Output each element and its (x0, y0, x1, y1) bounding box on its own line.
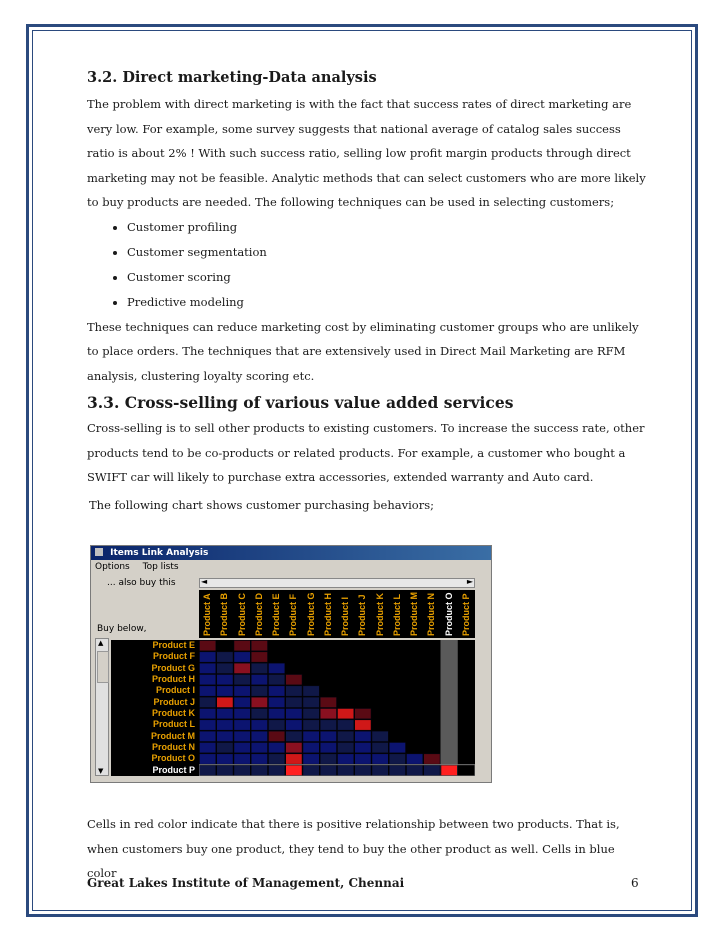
highlight-column-band (441, 640, 458, 776)
heatmap-cell (251, 731, 267, 741)
heatmap-cell (217, 731, 233, 741)
heatmap-cell (338, 765, 354, 775)
heatmap-cell (234, 709, 250, 719)
window-titlebar (91, 546, 491, 560)
heatmap-cell (355, 743, 371, 753)
row-label: Product I (155, 685, 195, 696)
column-header (426, 624, 436, 636)
heatmap-cell (269, 731, 285, 741)
heatmap-cell (355, 720, 371, 730)
heatmap-cell (320, 697, 336, 707)
section-3-3-paragraph-1: Cross-selling is to sell other products to existing customers. To increase the success rate, other products tend to be co-products or related products. For example, a customer who bought a SWIFT car will likely to purchase extra accessories, extended warranty and Auto card. (87, 421, 645, 484)
heatmap-cell (286, 675, 302, 685)
heatmap-cell (269, 754, 285, 764)
column-header (219, 624, 229, 636)
menubar (95, 561, 189, 573)
heatmap-cell (251, 720, 267, 730)
heatmap-cell (251, 765, 267, 775)
column-header (202, 624, 212, 636)
heatmap-cell (234, 641, 250, 651)
heatmap-cell (217, 697, 233, 707)
heatmap-cell (251, 697, 267, 707)
heatmap-cell (234, 675, 250, 685)
heatmap-cell (303, 754, 319, 764)
heatmap-cell (251, 686, 267, 696)
heatmap-cell (338, 709, 354, 719)
heatmap-cell (269, 663, 285, 673)
heatmap-cell (269, 720, 285, 730)
window-title: Items Link Analysis (110, 548, 209, 558)
heatmap-cell (251, 652, 267, 662)
list-item: • Customer segmentation (127, 240, 647, 265)
column-header (254, 624, 264, 636)
heatmap-cell (303, 697, 319, 707)
heatmap-cell (320, 731, 336, 741)
heatmap-cell (372, 743, 388, 753)
heatmap-cell (234, 697, 250, 707)
heatmap-cell (200, 641, 216, 651)
heatmap-cell (303, 720, 319, 730)
column-header (357, 624, 367, 636)
column-header (271, 624, 281, 636)
chart-caption: The following chart shows customer purchasing behaviors; (89, 497, 434, 512)
heatmap-cell (234, 765, 250, 775)
heatmap-cell (200, 743, 216, 753)
list-item: • Customer profiling (127, 215, 647, 240)
scroll-up-icon[interactable]: ▲ (98, 639, 104, 647)
heatmap-cell (269, 675, 285, 685)
row-label: Product J (153, 696, 195, 707)
heatmap-cell (269, 743, 285, 753)
section-3-3-paragraph-2: Cells in red color indicate that there is positive relationship between two products. That is, when customers buy one product, they tend to buy the other product as well. Cells in blue color (87, 817, 620, 880)
column-header (340, 624, 350, 636)
column-header (461, 624, 471, 636)
row-label: Product O (151, 753, 195, 764)
heatmap-cell (217, 663, 233, 673)
list-item: • Predictive modeling (127, 290, 647, 315)
heatmap-cell (320, 720, 336, 730)
section-3-2-paragraph-1: The problem with direct marketing is with the fact that success rates of direct marketing are very low. For example, some survey suggests that national average of catalog sales success ratio is about 2% ! With such success ratio, selling low profit margin products through direct marketing may not be feasible. Analytic methods that can select customers who are more likely to buy products are needed. The following techniques can be used in selecting customers; (87, 97, 646, 209)
heatmap-cell (372, 754, 388, 764)
heatmap-cell (320, 754, 336, 764)
also-buy-label: ... also buy this (107, 578, 176, 588)
heatmap-cell (286, 720, 302, 730)
heatmap-cell (234, 652, 250, 662)
heatmap-cell (217, 686, 233, 696)
heatmap-cell (303, 731, 319, 741)
menu-options[interactable]: Options (95, 562, 130, 572)
heatmap-cell (424, 754, 440, 764)
heatmap-cell (269, 709, 285, 719)
heatmap-cell (338, 720, 354, 730)
footer-institute: Great Lakes Institute of Management, Chennai (87, 876, 405, 890)
column-header (444, 624, 454, 636)
heatmap-cell (200, 765, 216, 775)
heatmap-cell (217, 720, 233, 730)
heatmap-cell (269, 765, 285, 775)
heatmap-cell (303, 743, 319, 753)
heatmap-cell (200, 686, 216, 696)
row-label: Product M (151, 730, 195, 741)
heatmap-cell (217, 709, 233, 719)
heatmap-cell (286, 731, 302, 741)
heatmap-cell (251, 743, 267, 753)
heatmap-cell (234, 754, 250, 764)
heatmap-cell (217, 743, 233, 753)
heatmap-cell (234, 663, 250, 673)
list-item: • Customer scoring (127, 265, 647, 290)
column-header (288, 624, 298, 636)
column-header (375, 624, 385, 636)
heatmap-cell (338, 743, 354, 753)
heatmap-cell (320, 765, 336, 775)
heatmap-cell (389, 765, 405, 775)
heatmap-cell (200, 663, 216, 673)
heatmap-cell (424, 765, 440, 775)
heatmap-cell (389, 743, 405, 753)
scrollbar-thumb[interactable] (97, 651, 109, 683)
heatmap-cell (234, 731, 250, 741)
section-3-2-paragraph-2: These techniques can reduce marketing cost by eliminating customer groups who are unlikely to place orders. The techniques that are extensively used in Direct Mail Marketing are RFM analysis, clustering loyalty scoring etc. (87, 319, 639, 383)
heatmap-cell (286, 686, 302, 696)
heatmap-cell (200, 731, 216, 741)
heatmap-cell (441, 765, 457, 775)
heatmap-cell (251, 709, 267, 719)
scroll-right-icon[interactable]: ► (466, 577, 473, 586)
heatmap-cell (217, 754, 233, 764)
heatmap-cell (286, 743, 302, 753)
heatmap-cell (286, 697, 302, 707)
items-link-analysis-window (90, 545, 492, 783)
heatmap-cell (355, 731, 371, 741)
heatmap-cell (338, 731, 354, 741)
heatmap-cell (286, 754, 302, 764)
link-matrix (199, 640, 475, 776)
heatmap-cell (355, 765, 371, 775)
heatmap-cell (234, 686, 250, 696)
heatmap-cell (355, 709, 371, 719)
heatmap-cell (303, 686, 319, 696)
heatmap-cell (320, 709, 336, 719)
section-heading-3-3: 3.3. Cross-selling of various value added services (87, 393, 514, 412)
heatmap-cell (200, 675, 216, 685)
vertical-scrollbar[interactable] (95, 638, 109, 776)
heatmap-cell (269, 686, 285, 696)
heatmap-cell (200, 720, 216, 730)
heatmap-cell (338, 754, 354, 764)
heatmap-cell (303, 709, 319, 719)
scroll-down-icon[interactable]: ▼ (98, 767, 104, 775)
heatmap-cell (251, 754, 267, 764)
heatmap-cell (217, 652, 233, 662)
heatmap-cell (217, 765, 233, 775)
heatmap-cell (200, 754, 216, 764)
column-header (392, 624, 402, 636)
row-label: Product N (151, 742, 195, 752)
app-icon (95, 548, 103, 556)
row-label: Product K (151, 708, 195, 718)
heatmap-cell (372, 731, 388, 741)
heatmap-cell (200, 709, 216, 719)
row-labels (111, 640, 199, 776)
horizontal-scrollbar[interactable] (199, 578, 475, 588)
row-label: Product F (153, 651, 195, 662)
row-label: Product L (153, 719, 195, 730)
heatmap-cell (251, 675, 267, 685)
techniques-list (87, 215, 647, 315)
buy-below-label: Buy below, (97, 624, 147, 634)
heatmap-cell (217, 675, 233, 685)
row-label: Product E (152, 640, 195, 650)
row-label: Product P (152, 764, 195, 775)
column-header (323, 624, 333, 636)
column-header (409, 624, 419, 636)
heatmap-cell (303, 765, 319, 775)
heatmap-cell (251, 641, 267, 651)
heatmap-cell (407, 754, 423, 764)
heatmap-cell (286, 709, 302, 719)
heatmap-cell (251, 663, 267, 673)
heatmap-cell (355, 754, 371, 764)
row-label: Product H (151, 674, 195, 684)
heatmap-cell (372, 765, 388, 775)
heatmap-cell (234, 743, 250, 753)
column-header (306, 624, 316, 636)
heatmap-cell (389, 754, 405, 764)
heatmap-cell (286, 765, 302, 775)
heatmap-cell (407, 765, 423, 775)
document-body (87, 66, 647, 517)
heatmap-cell (269, 697, 285, 707)
row-label: Product G (151, 662, 195, 673)
heatmap-cell (320, 743, 336, 753)
heatmap-cell (200, 652, 216, 662)
heatmap-cell (200, 697, 216, 707)
menu-top-lists[interactable]: Top lists (142, 562, 179, 572)
footer-page-number: 6 (631, 876, 639, 890)
scroll-left-icon[interactable]: ◄ (201, 577, 208, 586)
section-heading-3-2: 3.2. Direct marketing-Data analysis (87, 69, 377, 86)
heatmap-cell (234, 720, 250, 730)
column-header (237, 624, 247, 636)
